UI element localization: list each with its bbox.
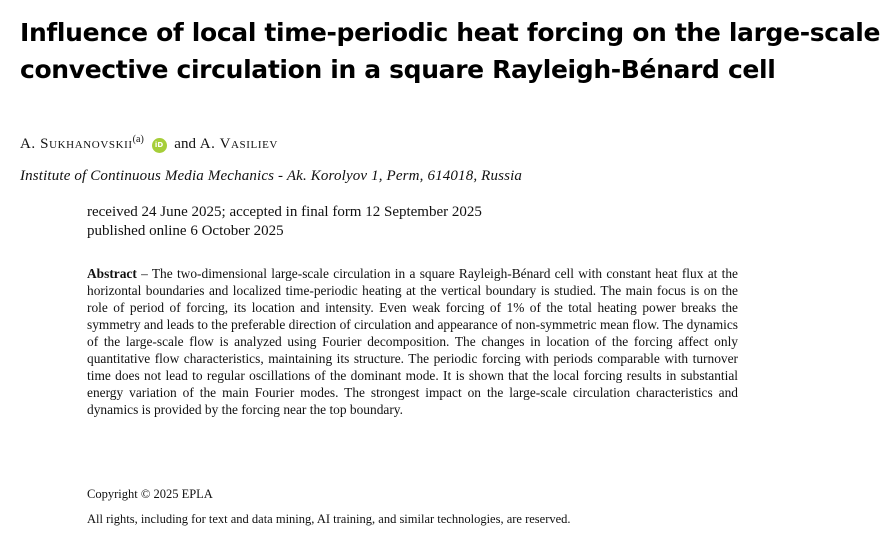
affiliation-marker: (a)	[132, 134, 144, 145]
abstract	[87, 266, 738, 419]
rights-notice: All rights, including for text and data mining, AI training, and similar technologies, are reserved.	[87, 512, 571, 526]
publication-dates	[87, 203, 482, 241]
author-list	[20, 131, 278, 153]
orcid-icon[interactable]: iD	[152, 138, 167, 153]
paper-title-line-1: Influence of local time-periodic heat forcing on the large-scale	[20, 18, 881, 47]
copyright-notice: Copyright © 2025 EPLA	[87, 487, 213, 501]
abstract-text: The two-dimensional large-scale circulation in a square Rayleigh-Bénard cell with constant heat flux at the horizontal boundaries and localized time-periodic heating at the vertical boundary is studied. The main focus is on the role of period of forcing, its location and intensity. Even weak forcing of 1% of the total heating power breaks the symmetry and leads to the preferable direction of circulation and appearance of non-symmetric mean flow. The dynamics of the large-scale flow is analyzed using Fourier decomposition. The changes in location of the forcing affect only quantitative flow characteristics, maintaining its structure. The periodic forcing with periods comparable with turnover time does not lead to regular oscillations of the dominant mode. It is shown that the local forcing results in substantial energy variation of the main Fourier modes. The strongest impact on the large-scale circulation characteristics and dynamics is provided by the forcing near the top boundary.	[87, 266, 738, 417]
author-name-vasiliev: A. Vasiliev	[199, 136, 278, 152]
published-date: published online 6 October 2025	[87, 223, 284, 239]
received-accepted-dates: received 24 June 2025; accepted in final form 12 September 2025	[87, 204, 482, 220]
abstract-separator: –	[136, 266, 152, 281]
author-name-sukhanovskii: A. Sukhanovskii	[20, 136, 133, 152]
paper-title	[20, 14, 880, 88]
author-conjunction: and	[174, 136, 196, 152]
abstract-label: Abstract	[87, 266, 137, 281]
paper-title-line-2: convective circulation in a square Rayleigh-Bénard cell	[20, 55, 776, 84]
affiliation: Institute of Continuous Media Mechanics - Ak. Korolyov 1, Perm, 614018, Russia	[20, 168, 523, 184]
